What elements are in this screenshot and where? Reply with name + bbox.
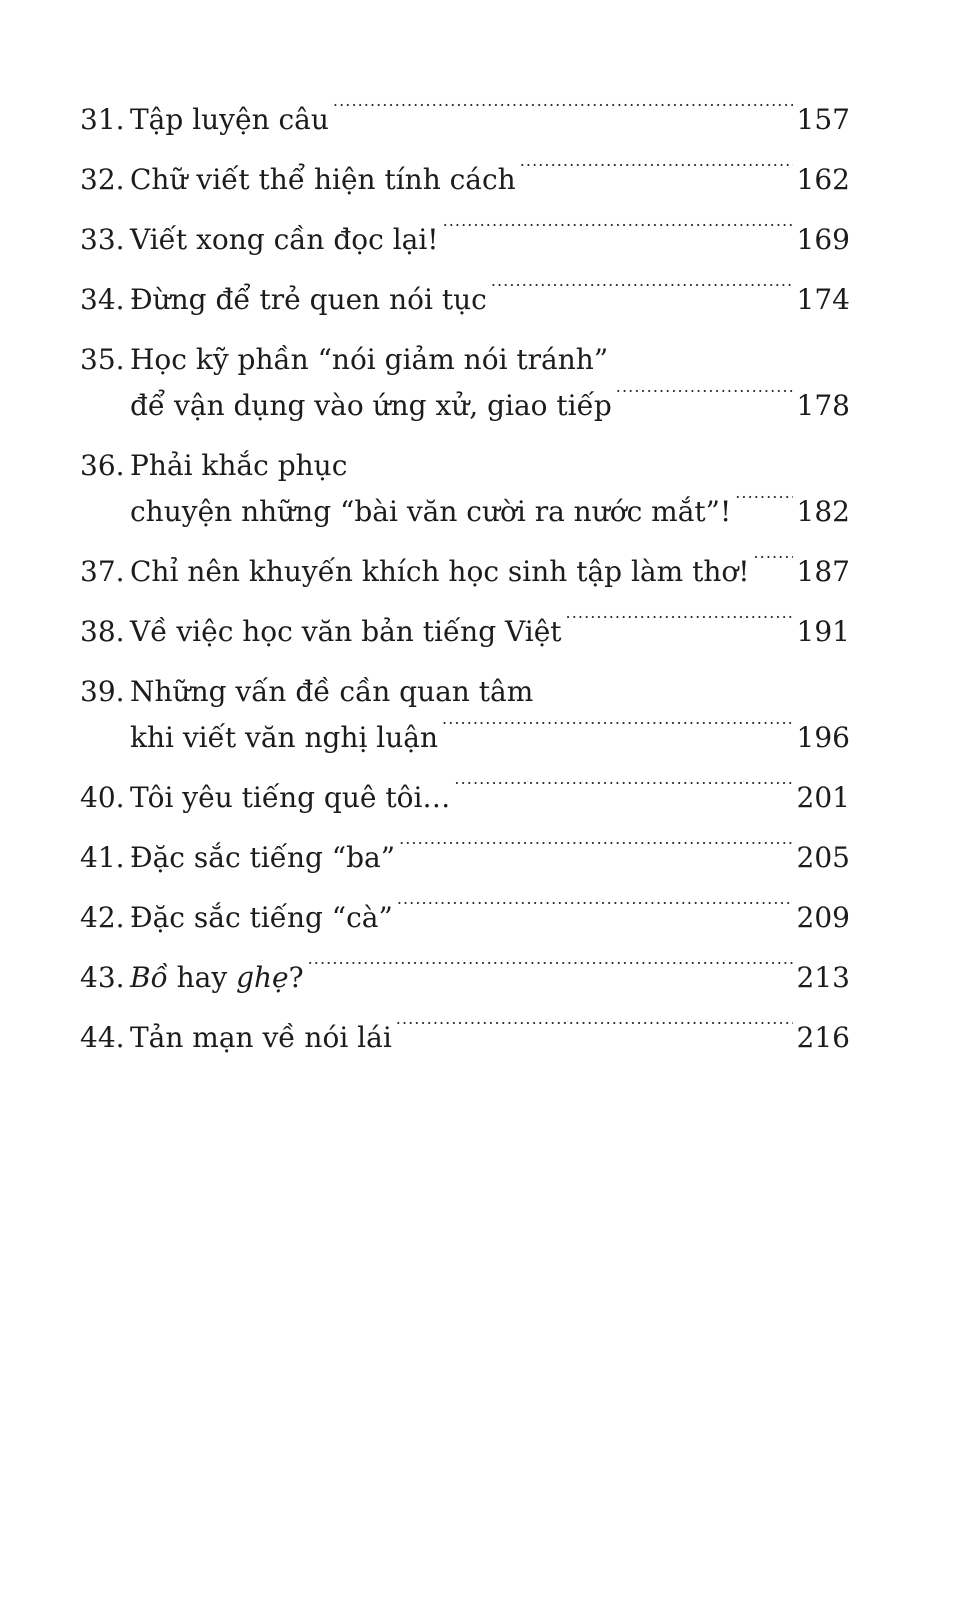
entry-number: 34. xyxy=(80,283,125,316)
entry-number: 39. xyxy=(80,675,125,708)
toc-entry xyxy=(80,602,850,662)
entry-title-italic: ghẹ xyxy=(236,961,289,994)
entry-number: 37. xyxy=(80,555,125,588)
entry-title-line-1: Những vấn đề cần quan tâm xyxy=(130,675,534,708)
dot-leader xyxy=(520,161,793,189)
dot-leader xyxy=(443,221,793,249)
entry-page: 169 xyxy=(796,223,850,256)
entry-title: Về việc học văn bản tiếng Việt xyxy=(130,615,562,648)
entry-page: 209 xyxy=(796,901,850,934)
entry-title-text: hay xyxy=(167,961,237,994)
dot-leader xyxy=(396,1019,793,1047)
dot-leader xyxy=(566,613,793,641)
toc-entry xyxy=(80,888,850,948)
entry-number: 38. xyxy=(80,615,125,648)
entry-page: 157 xyxy=(796,103,850,136)
entry-title: Chỉ nên khuyến khích học sinh tập làm thơ! xyxy=(130,555,750,588)
dot-leader xyxy=(308,959,793,987)
toc-entry xyxy=(80,1008,850,1068)
toc-entry xyxy=(80,210,850,270)
entry-page: 174 xyxy=(796,283,850,316)
entry-title xyxy=(130,948,304,1008)
entry-title-line-1: Học kỹ phần “nói giảm nói tránh” xyxy=(130,343,609,376)
entry-title: Đừng để trẻ quen nói tục xyxy=(130,283,487,316)
entry-page: 162 xyxy=(796,163,850,196)
entry-number: 40. xyxy=(80,781,125,814)
entry-title: Đặc sắc tiếng “ba” xyxy=(130,841,396,874)
entry-page: 196 xyxy=(796,721,850,754)
toc-entry xyxy=(80,436,850,542)
toc-entry xyxy=(80,948,850,1008)
entry-page: 187 xyxy=(796,555,850,588)
dot-leader xyxy=(491,281,793,309)
entry-page: 216 xyxy=(796,1021,850,1054)
entry-title: Tôi yêu tiếng quê tôi… xyxy=(130,781,451,814)
entry-page: 178 xyxy=(796,389,850,422)
toc-entry xyxy=(80,662,850,768)
entry-page: 213 xyxy=(796,961,850,994)
toc-entry xyxy=(80,90,850,150)
dot-leader xyxy=(616,387,793,415)
entry-title-line-2: để vận dụng vào ứng xử, giao tiếp xyxy=(130,389,612,422)
entry-number: 35. xyxy=(80,343,125,376)
toc-entry xyxy=(80,150,850,210)
entry-title-line-1: Phải khắc phục xyxy=(130,449,348,482)
entry-title: Tản mạn về nói lái xyxy=(130,1021,392,1054)
entry-page: 191 xyxy=(796,615,850,648)
entry-number: 43. xyxy=(80,961,125,994)
dot-leader xyxy=(454,779,792,807)
dot-leader xyxy=(333,101,793,129)
entry-number: 36. xyxy=(80,449,125,482)
toc-entry xyxy=(80,330,850,436)
entry-number: 33. xyxy=(80,223,125,256)
dot-leader xyxy=(442,719,793,747)
dot-leader xyxy=(735,493,792,521)
dot-leader xyxy=(753,553,792,581)
entry-page: 182 xyxy=(796,495,850,528)
table-of-contents xyxy=(80,90,850,1068)
entry-title: Tập luyện câu xyxy=(130,103,329,136)
entry-title: Viết xong cần đọc lại! xyxy=(130,223,439,256)
toc-entry xyxy=(80,542,850,602)
entry-number: 44. xyxy=(80,1021,125,1054)
entry-title-line-2: chuyện những “bài văn cười ra nước mắt”! xyxy=(130,495,732,528)
toc-entry xyxy=(80,270,850,330)
entry-number: 41. xyxy=(80,841,125,874)
dot-leader xyxy=(397,899,793,927)
entry-number: 42. xyxy=(80,901,125,934)
toc-entry xyxy=(80,828,850,888)
entry-title-italic: Bồ xyxy=(130,961,168,994)
entry-number: 31. xyxy=(80,103,125,136)
entry-title: Đặc sắc tiếng “cà” xyxy=(130,901,393,934)
entry-page: 201 xyxy=(796,781,850,814)
dot-leader xyxy=(399,839,792,867)
toc-entry xyxy=(80,768,850,828)
entry-title-text: ? xyxy=(288,961,304,994)
entry-page: 205 xyxy=(796,841,850,874)
entry-title-line-2: khi viết văn nghị luận xyxy=(130,721,439,754)
entry-title: Chữ viết thể hiện tính cách xyxy=(130,163,516,196)
entry-number: 32. xyxy=(80,163,125,196)
